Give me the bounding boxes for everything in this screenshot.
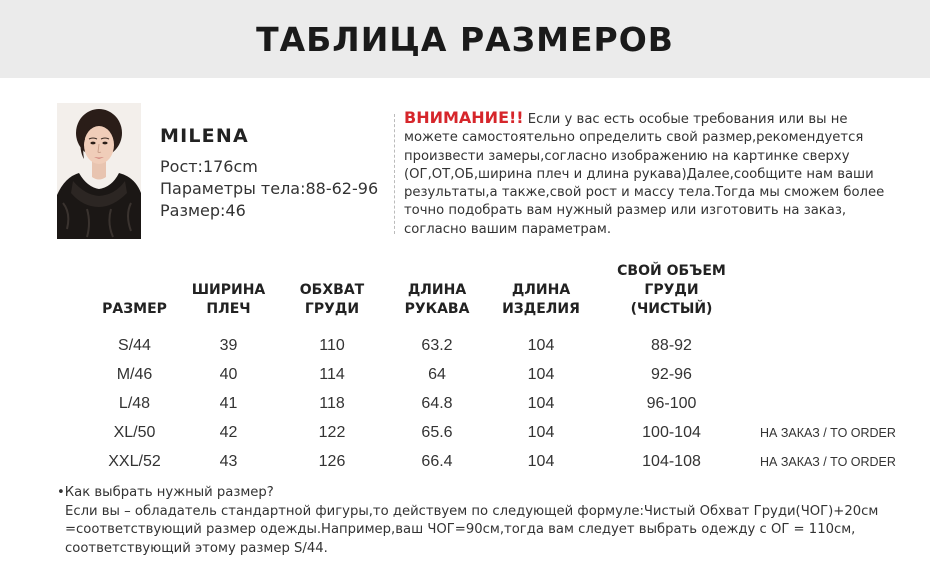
model-info [160, 125, 378, 222]
cell-sleeve: 64.8 [421, 394, 453, 412]
table-row [95, 331, 904, 360]
cell-net-bust: 88-92 [651, 336, 692, 354]
table-row [95, 389, 904, 418]
footer-help [57, 484, 917, 558]
cell-length: 104 [527, 365, 555, 383]
cell-sleeve: 65.6 [421, 423, 453, 441]
cell-bust: 122 [318, 423, 346, 441]
cell-shoulder: 41 [219, 394, 238, 412]
notice-block [404, 109, 894, 239]
cell-shoulder: 39 [219, 336, 238, 354]
cell-net-bust: 104-108 [642, 452, 701, 470]
cell-length: 104 [527, 336, 555, 354]
cell-net-bust: 96-100 [646, 394, 697, 412]
cell-size: S/44 [118, 336, 151, 354]
cell-note [754, 331, 904, 360]
size-table [95, 262, 904, 476]
table-row [95, 447, 904, 476]
cell-size: XXL/52 [108, 452, 161, 470]
model-card [55, 100, 895, 245]
header-sleeve-length: ДЛИНА РУКАВА [404, 282, 470, 317]
model-photo [57, 103, 141, 239]
cell-bust: 114 [319, 365, 345, 383]
cell-length: 104 [527, 423, 555, 441]
table-header-row [95, 262, 904, 331]
cell-sleeve: 66.4 [421, 452, 453, 470]
cell-net-bust: 92-96 [651, 365, 692, 383]
model-name: MILENA [160, 125, 249, 147]
notice-text: Если у вас есть особые требования или вы не можете самостоятельно определить свой размер,рекомендуется произвести замеры,согласно изображению на картинке сверху (ОГ,ОТ,ОБ,ширина плеч и длина рукава)Далее,сообщите нам ваши результаты,а также,свой рост и массу тела.Тогда мы сможем более точно подобрать вам нужный размер или изготовить на заказ, согласно вашим параметрам. [404, 112, 885, 237]
cell-bust: 126 [318, 452, 346, 470]
page-title: ТАБЛИЦА РАЗМЕРОВ [256, 19, 674, 59]
footer-question: •Как выбрать нужный размер? [57, 485, 274, 500]
cell-bust: 110 [319, 336, 345, 354]
cell-note [754, 389, 904, 418]
cell-size: M/46 [116, 365, 153, 383]
model-size: Размер:46 [160, 201, 246, 220]
title-banner [0, 0, 930, 78]
cell-length: 104 [527, 394, 555, 412]
cell-shoulder: 43 [219, 452, 238, 470]
header-note [754, 262, 904, 331]
header-shoulder-width: ШИРИНА ПЛЕЧ [191, 282, 266, 317]
cell-bust: 118 [319, 394, 345, 412]
model-height: Рост:176cm [160, 157, 258, 176]
divider [394, 114, 395, 234]
cell-length: 104 [527, 452, 555, 470]
header-size: РАЗМЕР [102, 301, 167, 317]
header-bust: ОБХВАТ ГРУДИ [299, 282, 365, 317]
header-net-bust: СВОЙ ОБЪЕМ ГРУДИ (ЧИСТЫЙ) [617, 263, 726, 317]
model-photo-image [57, 103, 141, 239]
header-garment-length: ДЛИНА ИЗДЕЛИЯ [502, 282, 580, 317]
cell-sleeve: 64 [428, 365, 446, 383]
cell-size: L/48 [118, 394, 151, 412]
table-row [95, 418, 904, 447]
cell-sleeve: 63.2 [421, 336, 453, 354]
model-params: Параметры тела:88-62-96 [160, 179, 379, 198]
cell-note: НА ЗАКАЗ / TO ORDER [760, 425, 896, 440]
cell-shoulder: 42 [219, 423, 238, 441]
notice-warning: ВНИМАНИЕ!! [404, 108, 524, 127]
table-row [95, 360, 904, 389]
cell-net-bust: 100-104 [642, 423, 701, 441]
footer-text: Если вы – обладатель стандартной фигуры,то действуем по следующей формуле:Чистый Обхват Груди(ЧОГ)+20см =соответствующий размер одежды.Например,ваш ЧОГ=90см,тогда вам следует выбрать одежду с ОГ = 110см, соответствующий этому размер S/44. [65, 503, 879, 556]
cell-note [754, 360, 904, 389]
cell-size: XL/50 [113, 423, 156, 441]
cell-note: НА ЗАКАЗ / TO ORDER [760, 454, 896, 469]
cell-shoulder: 40 [219, 365, 238, 383]
